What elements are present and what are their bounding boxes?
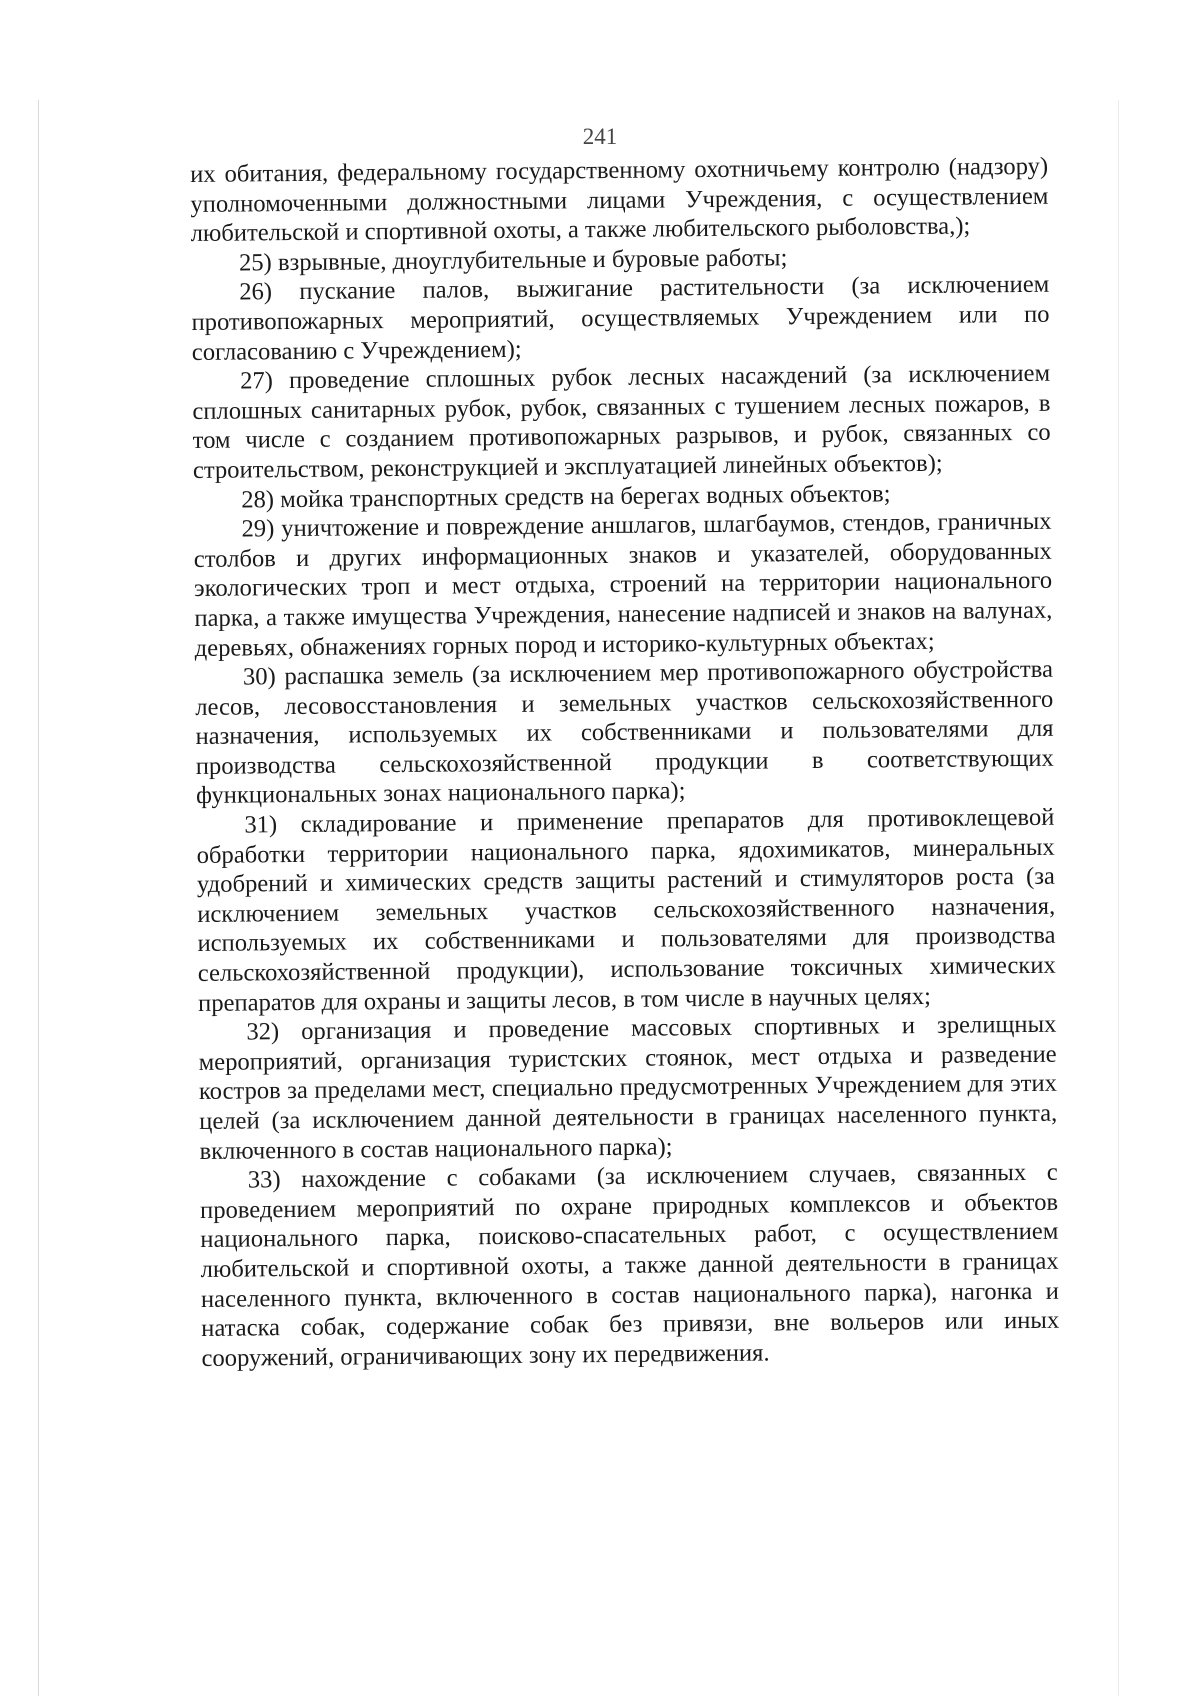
list-item-27: 27) проведение сплошных рубок лесных насаждений (за исключением сплошных санитарных рубок, рубок, связанных с тушением лесных пожаров, в том числе с созданием противопожарных разрывов, и рубок, связанных со строительством, реконструкцией и эксплуатацией линейных объектов);	[192, 359, 1051, 484]
list-item-29: 29) уничтожение и повреждение аншлагов, шлагбаумов, стендов, граничных столбов и других информационных знаков и указателей, оборудованных экологических троп и мест отдыха, строений на территории национального парка, а также имущества Учреждения, нанесение надписей и знаков на валунах, деревьях, обнажениях горных пород и историко-культурных объектах;	[193, 507, 1053, 662]
list-item-32: 32) организация и проведение массовых спортивных и зрелищных мероприятий, организация туристских стоянок, мест отдыха и разведение костров за пределами мест, специально предусмотренных Учреждением для этих целей (за исключением данной деятельности в границах населенного пункта, включенного в состав национального парка);	[198, 1010, 1058, 1165]
paragraph-continuation: их обитания, федеральному государственному охотничьему контролю (надзору) уполномоченными должностными лицами Учреждения, с осуществлением любительской и спортивной охоты, а также любительского рыболовства,);	[190, 152, 1049, 248]
list-item-28: 28) мойка транспортных средств на берегах водных объектов;	[241, 479, 891, 514]
list-item-33: 33) нахождение с собаками (за исключением случаев, связанных с проведением мероприятий по охране природных комплексов и объектов национального парка, поисково-спасательных работ, с осуществлением любительской и спортивной охоты, а также данной деятельности в границах населенного пункта, включенного в состав национального парка), нагонка и натаска собак, содержание собак без привязи, вне вольеров или иных сооружений, ограничивающих зону их передвижения.	[199, 1158, 1060, 1372]
list-item-25: 25) взрывные, дноуглубительные и буровые работы;	[238, 244, 788, 277]
list-item-30: 30) распашка земель (за исключением мер противопожарного обустройства лесов, лесовосстановления и земельных участков сельскохозяйственного назначения, используемых их собственниками и пользователями для производства сельскохозяйственной продукции в соответствующих функциональных зонах национального парка);	[195, 655, 1054, 810]
list-item-31: 31) складирование и применение препаратов для противоклещевой обработки территории национального парка, ядохимикатов, минеральных удобрений и химических средств защиты растений и стимуляторов роста (за исключением земельных участков сельскохозяйственного назначения, используемых их собственниками и пользователями для производства сельскохозяйственной продукции), использование токсичных химических препаратов для охраны и защиты лесов, в том числе в научных целях;	[196, 803, 1056, 1017]
document-body	[190, 152, 1060, 1374]
list-item-26: 26) пускание палов, выжигание растительности (за исключением противопожарных мероприятий, осуществляемых Учреждением или по согласованию с Учреждением);	[191, 271, 1050, 366]
scan-edge-left	[38, 100, 39, 1696]
scan-edge-right	[1118, 100, 1119, 1696]
page-number: 241	[582, 124, 618, 149]
